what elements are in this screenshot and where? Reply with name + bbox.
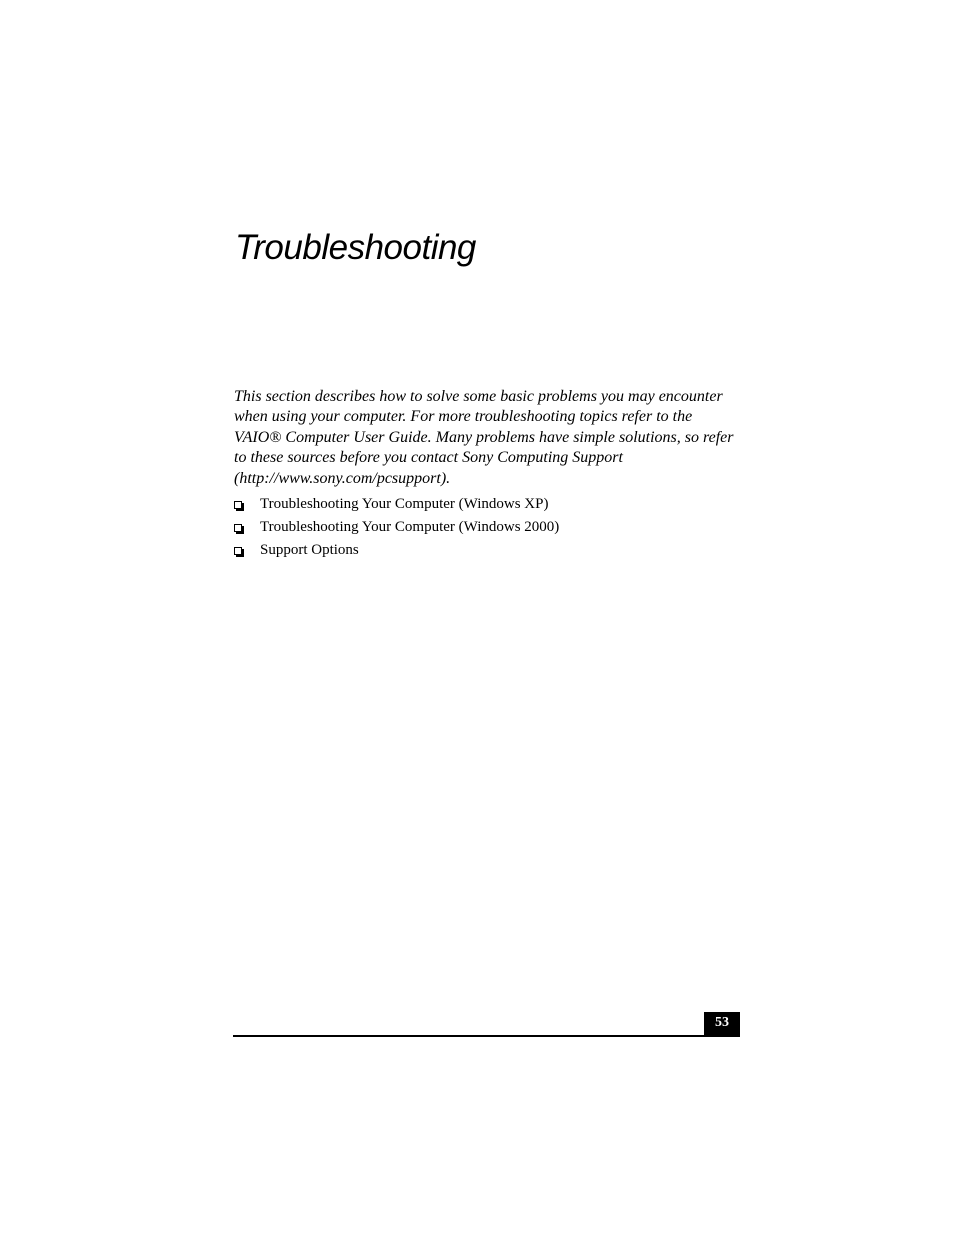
list-item-label: Support Options — [260, 542, 359, 558]
checkbox-bullet-icon — [234, 524, 242, 532]
list-item[interactable] — [234, 516, 559, 539]
checkbox-bullet-icon — [234, 547, 242, 555]
page-number-badge: 53 — [704, 1012, 740, 1037]
footer-divider — [233, 1035, 740, 1037]
list-item-label: Troubleshooting Your Computer (Windows 2000) — [260, 519, 560, 535]
intro-paragraph: This section describes how to solve some basic problems you may encounter when using your computer. For more troubleshooting topics refer to the VAIO® Computer User Guide. Many problems have simple solutions, so refer to these sources before you contact Sony Computing Support (http://www.sony.com/pcsupport). — [234, 388, 734, 487]
checkbox-bullet-icon — [234, 501, 242, 509]
topic-list — [234, 493, 559, 562]
page-title: Troubleshooting — [235, 228, 476, 267]
list-item[interactable] — [234, 493, 559, 516]
list-item-label: Troubleshooting Your Computer (Windows XP) — [260, 496, 549, 512]
list-item[interactable] — [234, 539, 559, 562]
